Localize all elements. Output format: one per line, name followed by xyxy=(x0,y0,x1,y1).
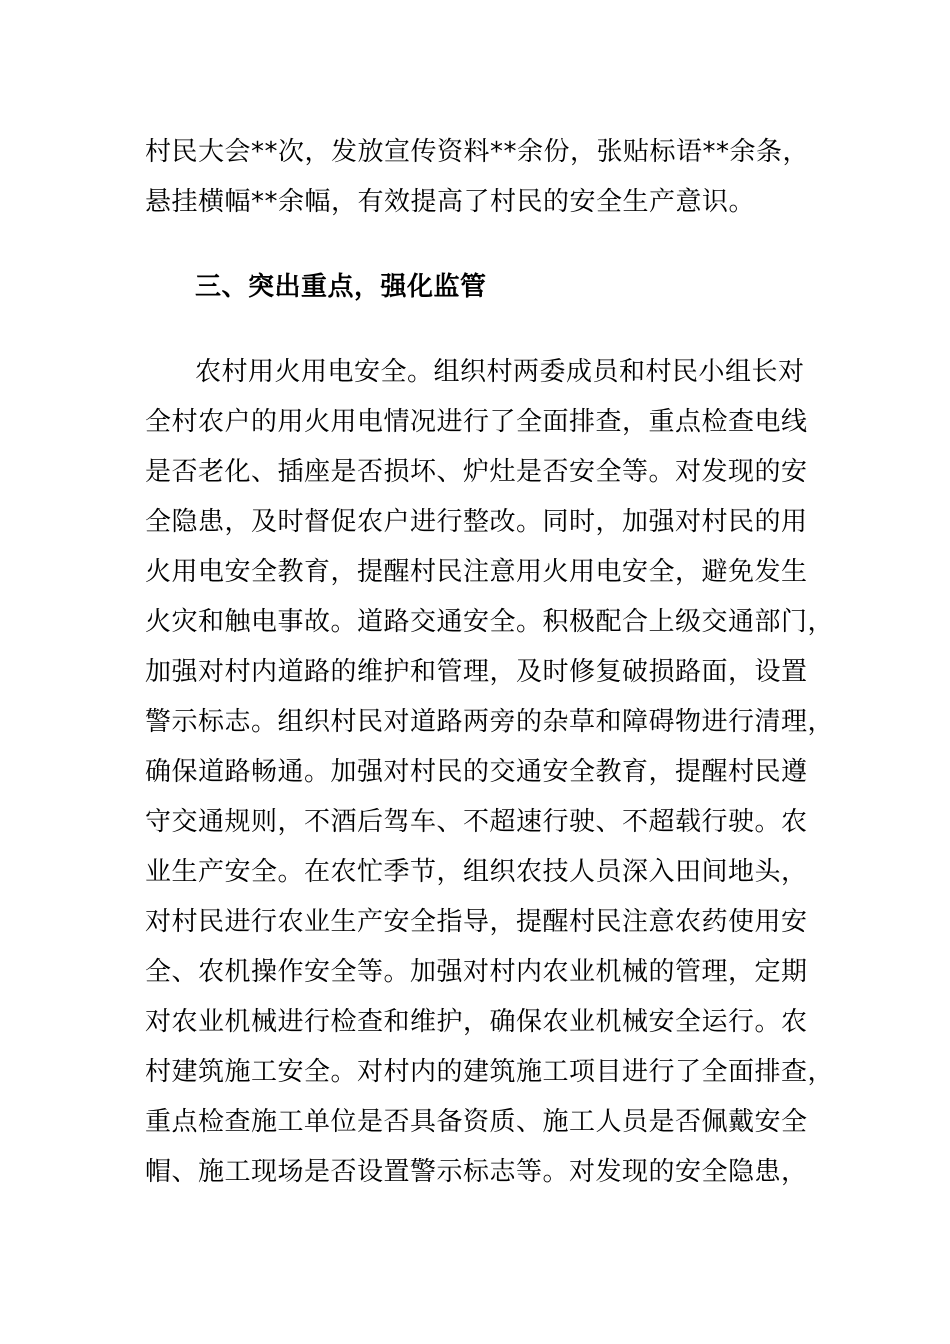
body-line-12: 对村民进行农业生产安全指导，提醒村民注意农药使用安 xyxy=(145,907,808,937)
body-line-2: 全村农户的用火用电情况进行了全面排查，重点检查电线 xyxy=(145,407,808,437)
body-line-5: 火用电安全教育，提醒村民注意用火用电安全，避免发生 xyxy=(145,557,808,587)
body-line-16: 重点检查施工单位是否具备资质、施工人员是否佩戴安全 xyxy=(145,1107,808,1137)
body-line-9: 确保道路畅通。加强对村民的交通安全教育，提醒村民遵 xyxy=(145,757,808,787)
body-line-11: 业生产安全。在农忙季节，组织农技人员深入田间地头， xyxy=(145,857,808,887)
intro-line-2: 悬挂横幅**余幅，有效提高了村民的安全生产意识。 xyxy=(145,187,756,217)
section-heading: 三、突出重点，强化监管 xyxy=(195,272,487,302)
body-line-15: 村建筑施工安全。对村内的建筑施工项目进行了全面排查， xyxy=(145,1057,835,1087)
body-line-3: 是否老化、插座是否损坏、炉灶是否安全等。对发现的安 xyxy=(145,457,808,487)
intro-line-1: 村民大会**次，发放宣传资料**余份，张贴标语**余条， xyxy=(145,137,810,167)
body-line-13: 全、农机操作安全等。加强对村内农业机械的管理，定期 xyxy=(145,957,808,987)
body-line-8: 警示标志。组织村民对道路两旁的杂草和障碍物进行清理， xyxy=(145,707,835,737)
body-line-7: 加强对村内道路的维护和管理，及时修复破损路面，设置 xyxy=(145,657,808,687)
body-line-4: 全隐患，及时督促农户进行整改。同时，加强对村民的用 xyxy=(145,507,808,537)
body-line-10: 守交通规则，不酒后驾车、不超速行驶、不超载行驶。农 xyxy=(145,807,808,837)
body-line-6: 火灾和触电事故。道路交通安全。积极配合上级交通部门， xyxy=(145,607,835,637)
body-line-1: 农村用火用电安全。组织村两委成员和村民小组长对 xyxy=(195,357,805,387)
body-line-17: 帽、施工现场是否设置警示标志等。对发现的安全隐患， xyxy=(145,1157,808,1187)
body-line-14: 对农业机械进行检查和维护，确保农业机械安全运行。农 xyxy=(145,1007,808,1037)
